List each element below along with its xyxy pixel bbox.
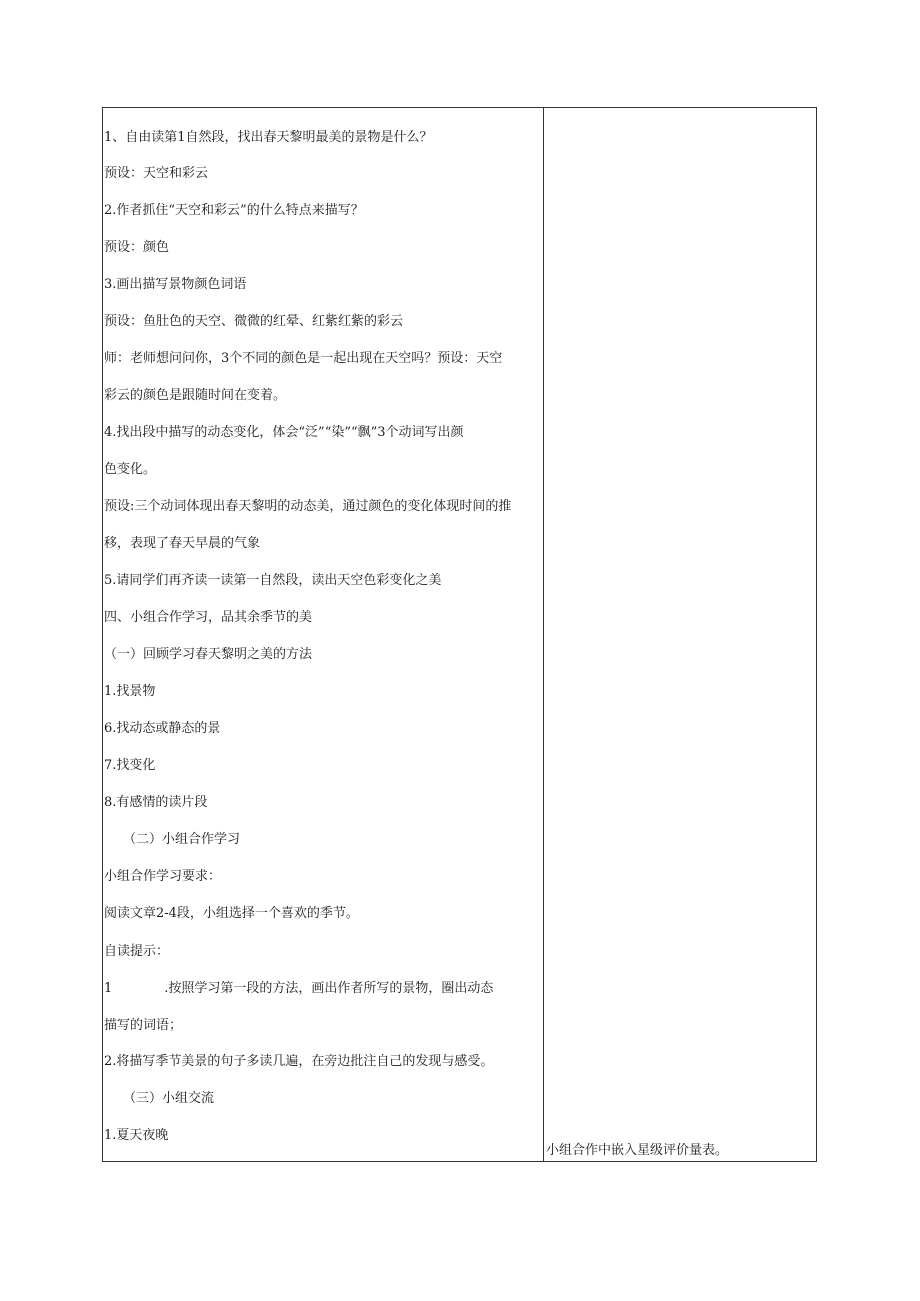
method-step-1: 1.找景物 — [104, 684, 156, 699]
answer-1: 预设：天空和彩云 — [104, 166, 209, 181]
group-requirement-text: 阅读文章2-4段，小组选择一个喜欢的季节。 — [104, 906, 359, 921]
subsection-1-heading: （一）回顾学习春天黎明之美的方法 — [104, 647, 313, 662]
question-1: 1、自由读第1自然段，找出春天黎明最美的景物是什么？ — [104, 130, 433, 145]
teaching-process-column — [103, 108, 543, 1161]
hint-1-number: 1 — [104, 981, 113, 996]
method-step-8: 8.有感情的读片段 — [104, 795, 208, 810]
question-2: 2.作者抓住“天空和彩云”的什么特点来描写？ — [104, 203, 364, 218]
hint-1-line-2: 描写的词语； — [104, 1018, 183, 1033]
group-requirements-heading: 小组合作学习要求： — [104, 869, 222, 884]
hint-1-line-1 — [104, 981, 493, 997]
lesson-plan-table — [102, 107, 817, 1162]
subsection-3-heading: （三）小组交流 — [123, 1091, 215, 1106]
design-intent-note: 小组合作中嵌入星级评价量表。 — [546, 1143, 729, 1158]
teacher-question-line-1: 师：老师想问问你，3个不同的颜色是一起出现在天空吗？预设：天空 — [104, 351, 503, 366]
answer-2: 预设：颜色 — [104, 240, 170, 255]
hint-2: 2.将描写季节美景的句子多读几遍，在旁边批注自己的发现与感受。 — [104, 1054, 494, 1069]
self-reading-hints-heading: 自读提示： — [104, 944, 170, 959]
teacher-question-line-2: 彩云的颜色是跟随时间在变着。 — [104, 388, 287, 403]
answer-3: 预设：鱼肚色的天空、微微的红晕、红紫红紫的彩云 — [104, 314, 404, 329]
column-divider — [543, 108, 544, 1161]
method-step-6: 6.找动态或静态的景 — [104, 721, 221, 736]
question-5: 5.请同学们再齐读一读第一自然段，读出天空色彩变化之美 — [104, 573, 442, 588]
question-3: 3.画出描写景物颜色词语 — [104, 277, 247, 292]
subsection-2-heading: （二）小组合作学习 — [123, 832, 241, 847]
answer-4-line-1: 预设:三个动词体现出春天黎明的动态美，通过颜色的变化体现时间的推 — [104, 499, 512, 514]
hint-1-text: .按照学习第一段的方法，画出作者所写的景物，圈出动态 — [164, 981, 494, 996]
question-4-line-2: 色变化。 — [104, 462, 157, 477]
answer-4-line-2: 移，表现了春天早晨的气象 — [104, 536, 261, 551]
group-exchange-item-1: 1.夏天夜晚 — [104, 1128, 169, 1143]
section-4-heading: 四、小组合作学习，品其余季节的美 — [104, 610, 313, 625]
question-4-line-1: 4.找出段中描写的动态变化，体会“泛”“染”“飘”3个动词写出颜 — [104, 425, 464, 440]
method-step-7: 7.找变化 — [104, 758, 156, 773]
